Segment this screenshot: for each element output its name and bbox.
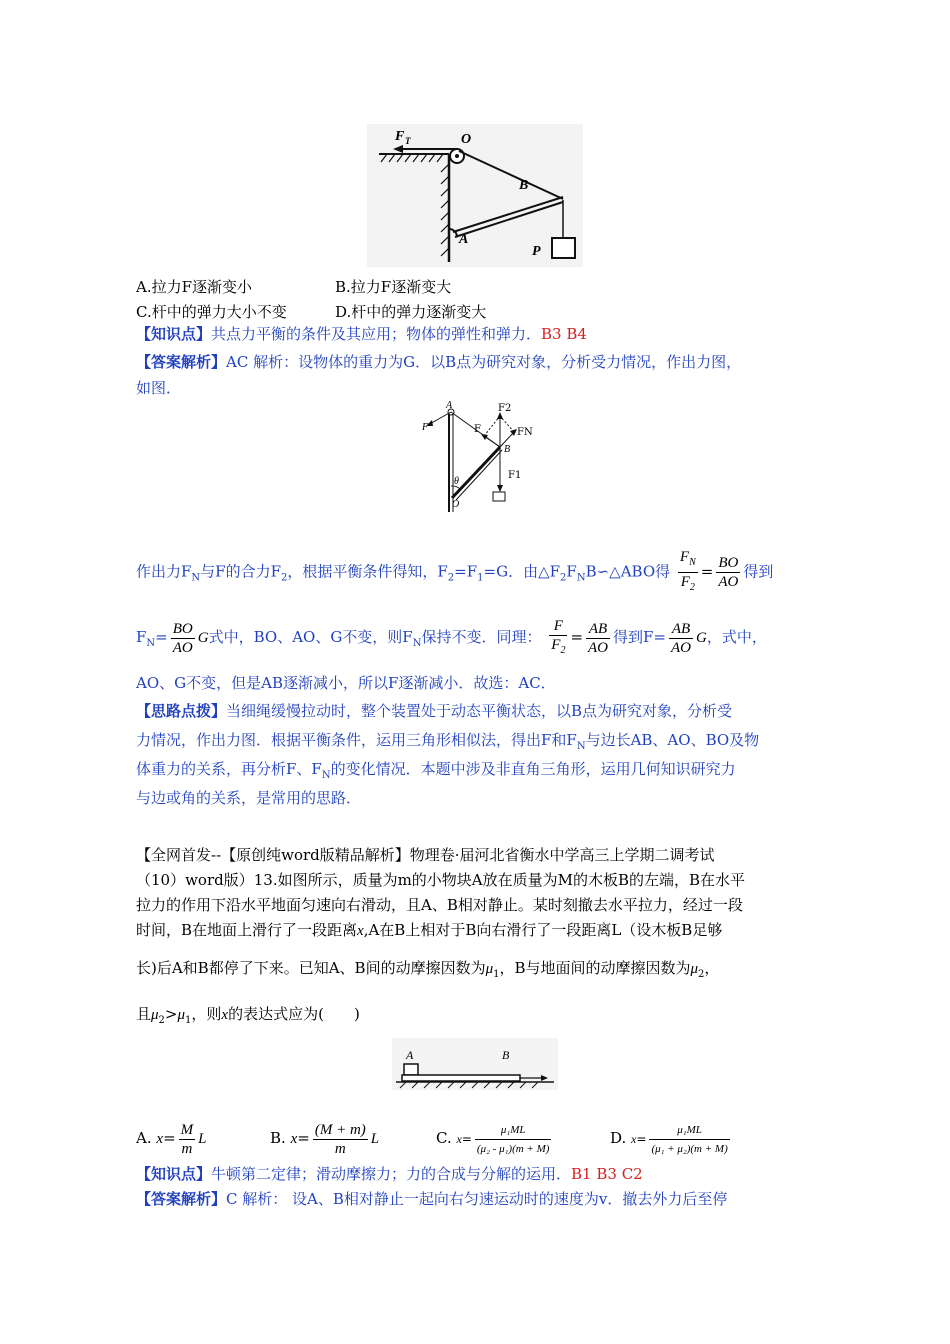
q13-line-2: （10）word版）13.如图所示，质量为m的小物块A放在质量为M的木板B的左端，B在水平 — [136, 871, 746, 889]
fig2-label-theta: θ — [454, 476, 459, 487]
fraction-mplusm-over-m: $\frac{(M + m)}{m}$ — [314, 1121, 366, 1157]
fraction-bo-over-ao: $\frac{BO}{AO}$ — [718, 555, 739, 590]
ans1-line1: AC 解析：设物体的重力为G．以B点为研究对象，分析受力情况，作出力图， — [226, 353, 742, 371]
derivation-line-1: 作出力$F_N$与F的合力$F_2$，根据平衡条件得知，$F_2=F_1=G$．由$\triangle F_2F_NB∽\triangle ABO$得 $\frac{F_N}{F_2}$ = $\frac{BO}{AO}$ 得到 — [136, 548, 773, 602]
fig1-label-o: O — [461, 132, 472, 147]
q13-line-1: 【全网首发--【原创纯word版精品解析】物理卷·届河北省衡水中学高三上学期二调考试 — [136, 846, 715, 864]
option-13-d: D. x= $\frac{\text{μ₁ML}}{\text{(μ₁ + μ₂)(m + M)}}$ — [610, 1115, 733, 1162]
ans1-tag: 【答案解析】 — [136, 353, 227, 371]
option-d: D.杆中的弹力逐渐变大 — [335, 303, 487, 321]
figure-block-board — [392, 1038, 558, 1090]
fig1-label-b: B — [519, 178, 529, 193]
fig2-label-o: O — [452, 499, 460, 510]
q13-line-6: 且$\mu_2>\mu_1$，则x的表达式应为( ) — [136, 1005, 360, 1026]
fig2-label-fn: FN — [517, 427, 533, 438]
fraction-bo-ao-2: $\frac{BO}{AO}$ — [172, 620, 193, 656]
fig2-label-f-inner: F — [474, 424, 481, 435]
fig3-label-a: A — [406, 1048, 414, 1062]
block-board-drawing — [392, 1038, 558, 1090]
fig1-label-f-sub: T — [405, 136, 411, 146]
derivation-line-3: AO、G不变，但是AB逐渐减小，所以F逐渐减小．故选：AC． — [136, 674, 556, 692]
answer-analysis-1 — [136, 352, 741, 372]
fraction-fn-over-f2: $\frac{F_N}{F_2}$ — [679, 549, 696, 593]
fraction-ab-ao-2: $\frac{AB}{AO}$ — [671, 620, 691, 656]
kp1-tag: 【知识点】 — [136, 325, 212, 343]
knowledge-point-2: 【知识点】牛顿第二定律；滑动摩擦力；力的合成与分解的运用．B1 B3 C2 — [136, 1165, 643, 1183]
fig2-label-f2: F2 — [498, 403, 512, 414]
knowledge-point-1 — [136, 324, 587, 344]
fig2-label-f: F — [422, 422, 429, 433]
option-13-b: B. x= $\frac{(M + m)}{m}$ L — [270, 1121, 380, 1157]
fraction-ab-over-ao: $\frac{AB}{AO}$ — [588, 620, 609, 656]
fraction-f-over-f2: $\frac{F}{F_2}$ — [551, 617, 566, 656]
q13-line-3: 拉力的作用下沿水平地面匀速向右滑动，且A、B相对静止。某时刻撤去水平拉力，经过一段 — [136, 896, 743, 914]
figure-rod-pulley — [367, 124, 583, 267]
fraction-m-over-m: $\frac{M}{m}$ — [180, 1121, 194, 1157]
answer-analysis-2: 【答案解析】C 解析： 设A、B相对静止一起向右匀速运动时的速度为v．撤去外力后至停 — [136, 1190, 728, 1208]
fraction-option-d: $\frac{\text{μ₁ML}}{\text{(μ₁ + μ₂)(m + M)}}$ — [649, 1121, 729, 1158]
option-13-c: C. x= $\frac{\text{μ₁ML}}{\text{(μ₂ - μ₁)(m + M)}}$ — [436, 1115, 554, 1162]
kp1-codes: B3 B4 — [541, 325, 587, 343]
fig2-label-f1: F1 — [508, 470, 522, 481]
kp1-text: 共点力平衡的条件及其应用；物体的弹性和弹力． — [211, 325, 542, 343]
option-13-a: A. x= $\frac{M}{m}$ L — [136, 1121, 207, 1157]
hint-line-1: 【思路点拨】当细绳缓慢拉动时，整个装置处于动态平衡状态，以B点为研究对象，分析受 — [136, 702, 733, 720]
fraction-option-c: $\frac{\text{μ₁ML}}{\text{(μ₂ - μ₁)(m + M)}}$ — [475, 1121, 552, 1158]
option-b: B.拉力F逐渐变大 — [335, 278, 452, 296]
answer-analysis-1-cont: 如图． — [136, 379, 182, 397]
fig1-label-a: A — [459, 232, 469, 247]
derivation-line-2: $F_N=$ $\frac{BO}{AO}$ G式中，BO、AO、G不变，则$F_N$保持不变．同理： $\frac{F}{F_2}$ = $\frac{AB}{AO}$ 得到F= $\frac{AB}{AO}$ G，式中， — [136, 614, 767, 667]
q13-line-4: 时间，B在地面上滑行了一段距离x,A在B上相对于B向右滑行了一段距离L（设木板B足够 — [136, 921, 723, 939]
fig1-label-p: P — [532, 244, 541, 259]
fig2-label-a: A — [446, 400, 453, 411]
hint-line-4: 与边或角的关系，是常用的思路． — [136, 789, 362, 807]
force-diagram-drawing — [418, 400, 538, 514]
fig1-label-f: F — [395, 129, 405, 144]
hint-line-3: 体重力的关系，再分析F、$F_N$的变化情况．本题中涉及非直角三角形，运用几何知识研究力 — [136, 760, 736, 781]
fig2-label-b: B — [504, 444, 511, 455]
q13-line-5: 长)后A和B都停了下来。已知A、B间的动摩擦因数为$\mu_1$，B与地面间的动摩擦因数为$\mu_2$， — [136, 959, 720, 980]
hint-line-2: 力情况，作出力图．根据平衡条件，运用三角形相似法，得出F和$F_N$与边长AB、AO、BO及物 — [136, 731, 760, 752]
option-c: C.杆中的弹力大小不变 — [136, 303, 287, 321]
option-a: A.拉力F逐渐变小 — [136, 278, 253, 296]
figure-rod-pulley-drawing — [367, 124, 583, 267]
figure-force-diagram — [418, 400, 538, 514]
fig3-label-b: B — [502, 1048, 510, 1062]
